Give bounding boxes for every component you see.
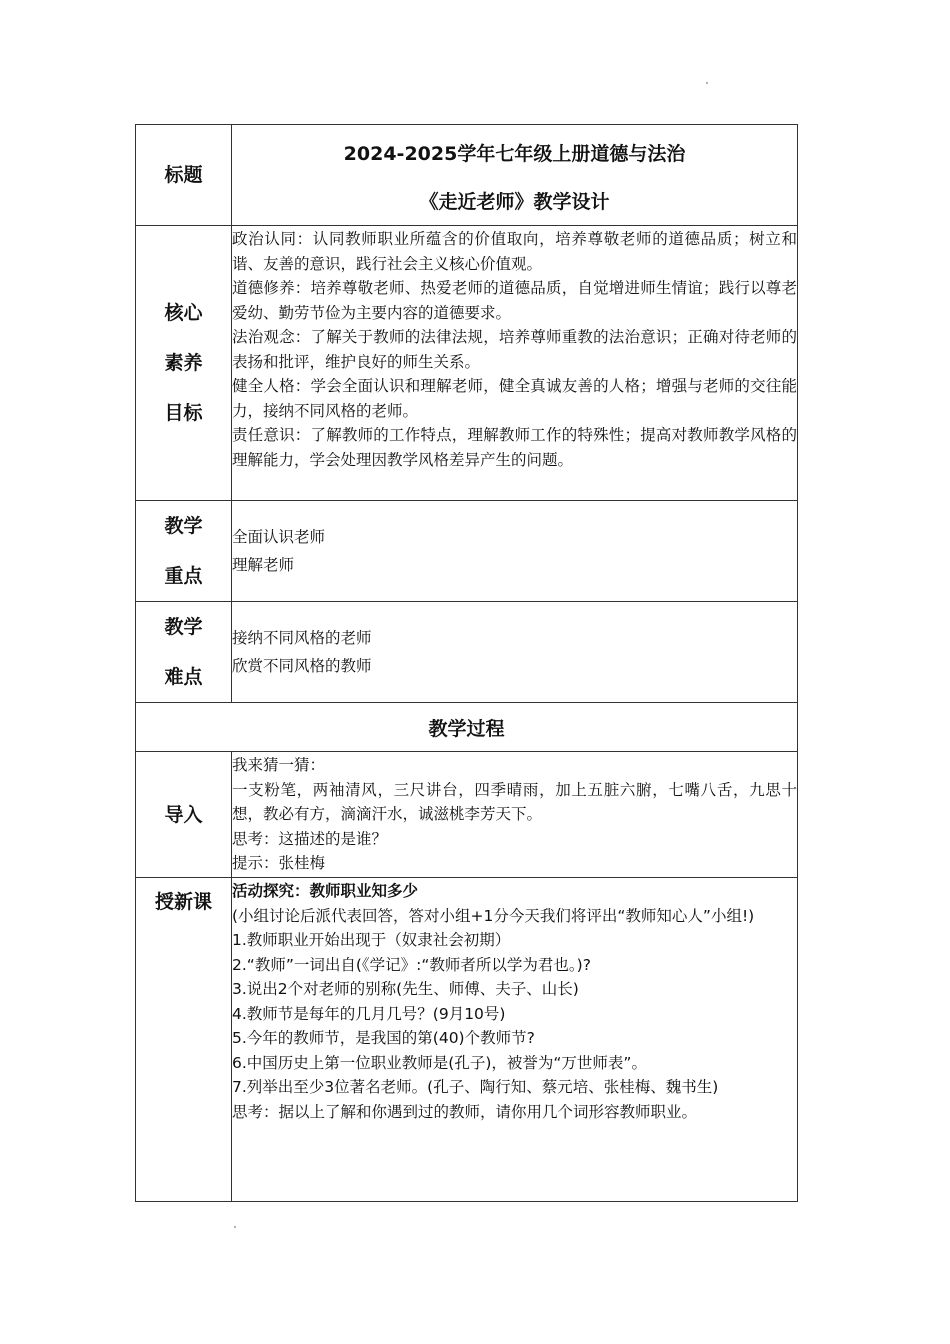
- intro-line: 思考：这描述的是谁？: [232, 829, 388, 848]
- key-points-row: [136, 501, 798, 602]
- key-point-item: 全面认识老师: [232, 528, 326, 546]
- activity-title: 活动探究：教师职业知多少: [232, 882, 419, 900]
- goal-law: 法治观念：了解关于教师的法律法规，培养尊师重教的法治意识；正确对待老师的表扬和批评，维护良好的师生关系。: [232, 328, 797, 371]
- intro-row: [136, 752, 798, 878]
- difficulty-item: 欣赏不同风格的教师: [232, 657, 372, 675]
- goal-responsibility: 责任意识：了解教师的工作特点，理解教师工作的特殊性；提高对教师教学风格的理解能力，学会处理因教学风格差异产生的问题。: [232, 426, 797, 469]
- quiz-question: 2.“教师”一词出自(《学记》:“教师者所以学为君也。)?: [232, 955, 591, 974]
- difficulties-label-line: 教学: [164, 616, 203, 638]
- intro-line: 一支粉笔，两袖清风，三尺讲台，四季晴雨，加上五脏六腑，七嘴八舌，九思十想，教必有方，滴滴汗水，诚滋桃李芳天下。: [232, 780, 797, 823]
- intro-content: [232, 752, 798, 878]
- key-points-label-line: 教学: [164, 515, 203, 537]
- core-goals-content: [232, 226, 798, 501]
- difficulties-label-line: 难点: [164, 666, 203, 688]
- core-goals-label-line: 核心: [164, 302, 203, 324]
- title-label: 标题: [136, 125, 232, 226]
- intro-line: 提示：张桂梅: [232, 854, 326, 872]
- core-goals-label: [136, 226, 232, 501]
- document-title: [232, 125, 798, 226]
- difficulty-item: 接纳不同风格的老师: [232, 629, 372, 647]
- title-line-2: 《走近老师》教学设计: [419, 190, 610, 213]
- new-lesson-content: [232, 878, 798, 1202]
- quiz-question: 5.今年的教师节，是我国的第(40)个教师节?: [232, 1029, 535, 1047]
- quiz-question: 7.列举出至少3位著名老师。(孔子、陶行知、蔡元培、张桂梅、魏书生): [232, 1078, 719, 1096]
- goal-moral: 道德修养：培养尊敬老师、热爱老师的道德品质，自觉增进师生情谊；践行以尊老爱幼、勤劳节俭为主要内容的道德要求。: [232, 279, 797, 322]
- new-lesson-label: 授新课: [136, 878, 232, 1202]
- difficulties-content: [232, 602, 798, 703]
- key-points-label-line: 重点: [164, 565, 203, 587]
- lesson-plan-table: [135, 124, 798, 1202]
- key-point-item: 理解老师: [232, 556, 295, 574]
- new-lesson-row: [136, 878, 798, 1202]
- reflection-prompt: 思考：据以上了解和你遇到过的教师，请你用几个词形容教师职业。: [232, 1102, 698, 1121]
- quiz-question: 4.教师节是每年的几月几号？(9月10号): [232, 1004, 506, 1023]
- page-mark-bottom: [234, 1226, 236, 1228]
- quiz-question: 1.教师职业开始出现于（奴隶社会初期）: [232, 931, 511, 949]
- key-points-label: [136, 501, 232, 602]
- key-points-content: [232, 501, 798, 602]
- intro-label: 导入: [136, 752, 232, 878]
- process-heading-row: [136, 703, 798, 752]
- goal-personality: 健全人格：学会全面认识和理解老师，健全真诚友善的人格；增强与老师的交往能力，接纳不同风格的老师。: [232, 377, 797, 420]
- quiz-question: 6.中国历史上第一位职业教师是(孔子)，被誉为“万世师表”。: [232, 1053, 647, 1072]
- core-goals-label-line: 目标: [164, 402, 203, 424]
- title-line-1: 2024-2025学年七年级上册道德与法治: [343, 142, 686, 165]
- difficulties-row: [136, 602, 798, 703]
- title-row: [136, 125, 798, 226]
- intro-line: 我来猜一猜：: [232, 756, 326, 774]
- core-goals-row: [136, 226, 798, 501]
- goal-political: 政治认同：认同教师职业所蕴含的价值取向，培养尊敬老师的道德品质；树立和谐、友善的意识，践行社会主义核心价值观。: [232, 230, 797, 273]
- quiz-question: 3.说出2个对老师的别称(先生、师傅、夫子、山长): [232, 980, 579, 998]
- difficulties-label: [136, 602, 232, 703]
- page-mark-top: [706, 82, 708, 84]
- core-goals-label-line: 素养: [164, 352, 203, 374]
- activity-instruction: (小组讨论后派代表回答，答对小组+1分今天我们将评出“教师知心人”小组!): [232, 906, 755, 925]
- process-heading: 教学过程: [136, 703, 798, 752]
